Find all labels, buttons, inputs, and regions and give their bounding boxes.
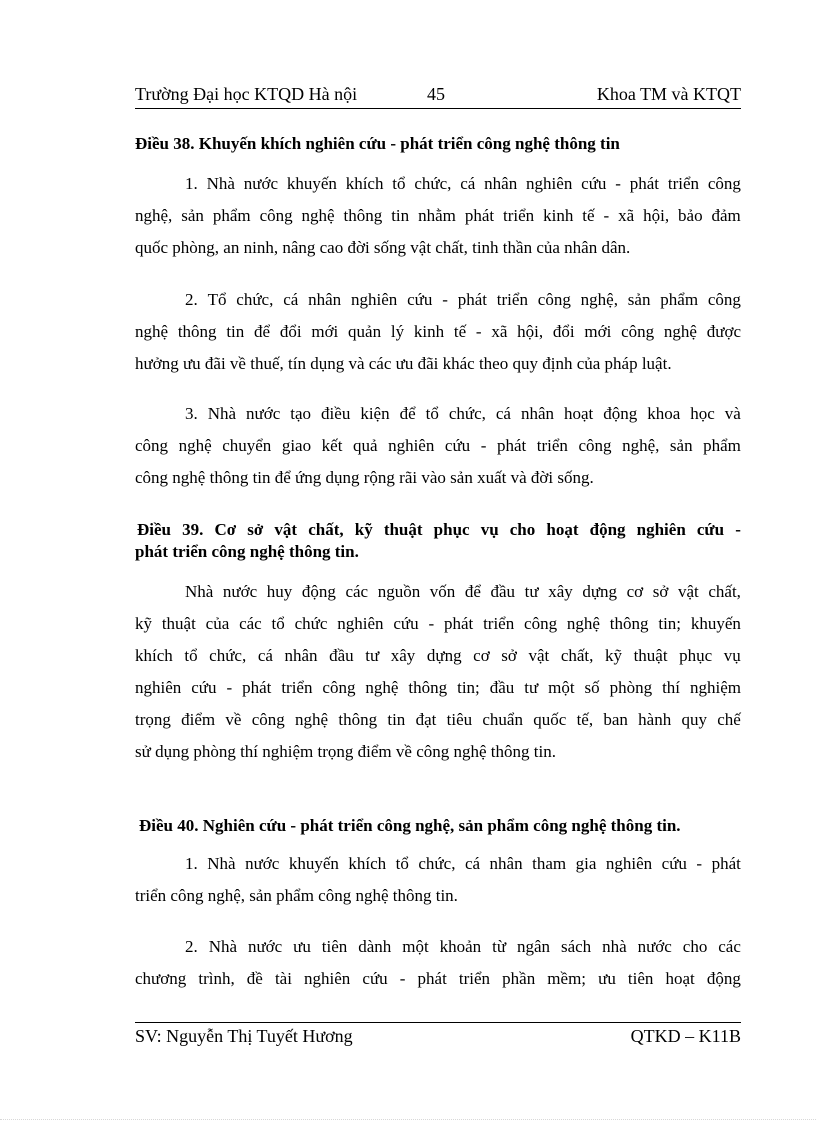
page-footer	[135, 1026, 741, 1050]
article-39-line4: nghiên cứu - phát triển công nghệ thông tin; đầu tư một số phòng thí nghiệm	[135, 678, 741, 697]
article-38-p2-line3: hưởng ưu đãi về thuế, tín dụng và các ưu đãi khác theo quy định của pháp luật.	[135, 354, 672, 373]
article-38-p1-line1: 1. Nhà nước khuyến khích tổ chức, cá nhân nghiên cứu - phát triển công	[185, 174, 741, 193]
article-40-p2-line2: chương trình, đề tài nghiên cứu - phát triển phần mềm; ưu tiên hoạt động	[135, 969, 741, 988]
footer-class: QTKD – K11B	[630, 1026, 741, 1046]
article-38-p3-line2: công nghệ chuyển giao kết quả nghiên cứu - phát triển công nghệ, sản phẩm	[135, 436, 741, 455]
article-39-line6: sử dụng phòng thí nghiệm trọng điểm về công nghệ thông tin.	[135, 742, 556, 761]
article-38-p2-line2: nghệ thông tin để đổi mới quản lý kinh tế - xã hội, đổi mới công nghệ được	[135, 322, 741, 341]
article-38-p3-line1: 3. Nhà nước tạo điều kiện để tổ chức, cá nhân hoạt động khoa học và	[185, 404, 741, 423]
article-40-title: Điều 40. Nghiên cứu - phát triển công nghệ, sản phẩm công nghệ thông tin.	[139, 816, 681, 835]
article-39-line1: Nhà nước huy động các nguồn vốn để đầu tư xây dựng cơ sở vật chất,	[185, 582, 741, 601]
header-faculty: Khoa TM và KTQT	[596, 84, 741, 104]
header-rule	[135, 108, 741, 109]
article-39-line5: trọng điểm về công nghệ thông tin đạt tiêu chuẩn quốc tế, ban hành quy chế	[135, 710, 741, 729]
article-38-title: Điều 38. Khuyến khích nghiên cứu - phát triển công nghệ thông tin	[135, 134, 620, 153]
article-40-p1-line1: 1. Nhà nước khuyến khích tổ chức, cá nhân tham gia nghiên cứu - phát	[185, 854, 741, 873]
article-38-p2-line1: 2. Tổ chức, cá nhân nghiên cứu - phát triển công nghệ, sản phẩm công	[185, 290, 741, 309]
article-40-p2-line1: 2. Nhà nước ưu tiên dành một khoản từ ngân sách nhà nước cho các	[185, 937, 741, 956]
article-39-line3: khích tổ chức, cá nhân đầu tư xây dựng cơ sở vật chất, kỹ thuật phục vụ	[135, 646, 741, 665]
article-38-p1-line3: quốc phòng, an ninh, nâng cao đời sống vật chất, tinh thần của nhân dân.	[135, 238, 631, 257]
page-header	[135, 84, 741, 108]
article-39-title-line1: Điều 39. Cơ sở vật chất, kỹ thuật phục vụ cho hoạt động nghiên cứu -	[137, 520, 741, 539]
article-40-p1-line2: triển công nghệ, sản phẩm công nghệ thông tin.	[135, 886, 458, 905]
footer-student: SV: Nguyễn Thị Tuyết Hương	[135, 1026, 353, 1046]
footer-rule	[135, 1022, 741, 1023]
article-38-p1-line2: nghệ, sản phẩm công nghệ thông tin nhằm phát triển kinh tế - xã hội, bảo đảm	[135, 206, 741, 225]
article-38-p3-line3: công nghệ thông tin để ứng dụng rộng rãi vào sản xuất và đời sống.	[135, 468, 594, 487]
header-page-number: 45	[427, 84, 445, 104]
article-39-line2: kỹ thuật của các tổ chức nghiên cứu - phát triển công nghệ thông tin; khuyến	[135, 614, 741, 633]
article-39-title-line2: phát triển công nghệ thông tin.	[135, 542, 359, 561]
page-bottom-border	[0, 1119, 816, 1120]
header-school: Trường Đại học KTQD Hà nội	[135, 84, 358, 104]
